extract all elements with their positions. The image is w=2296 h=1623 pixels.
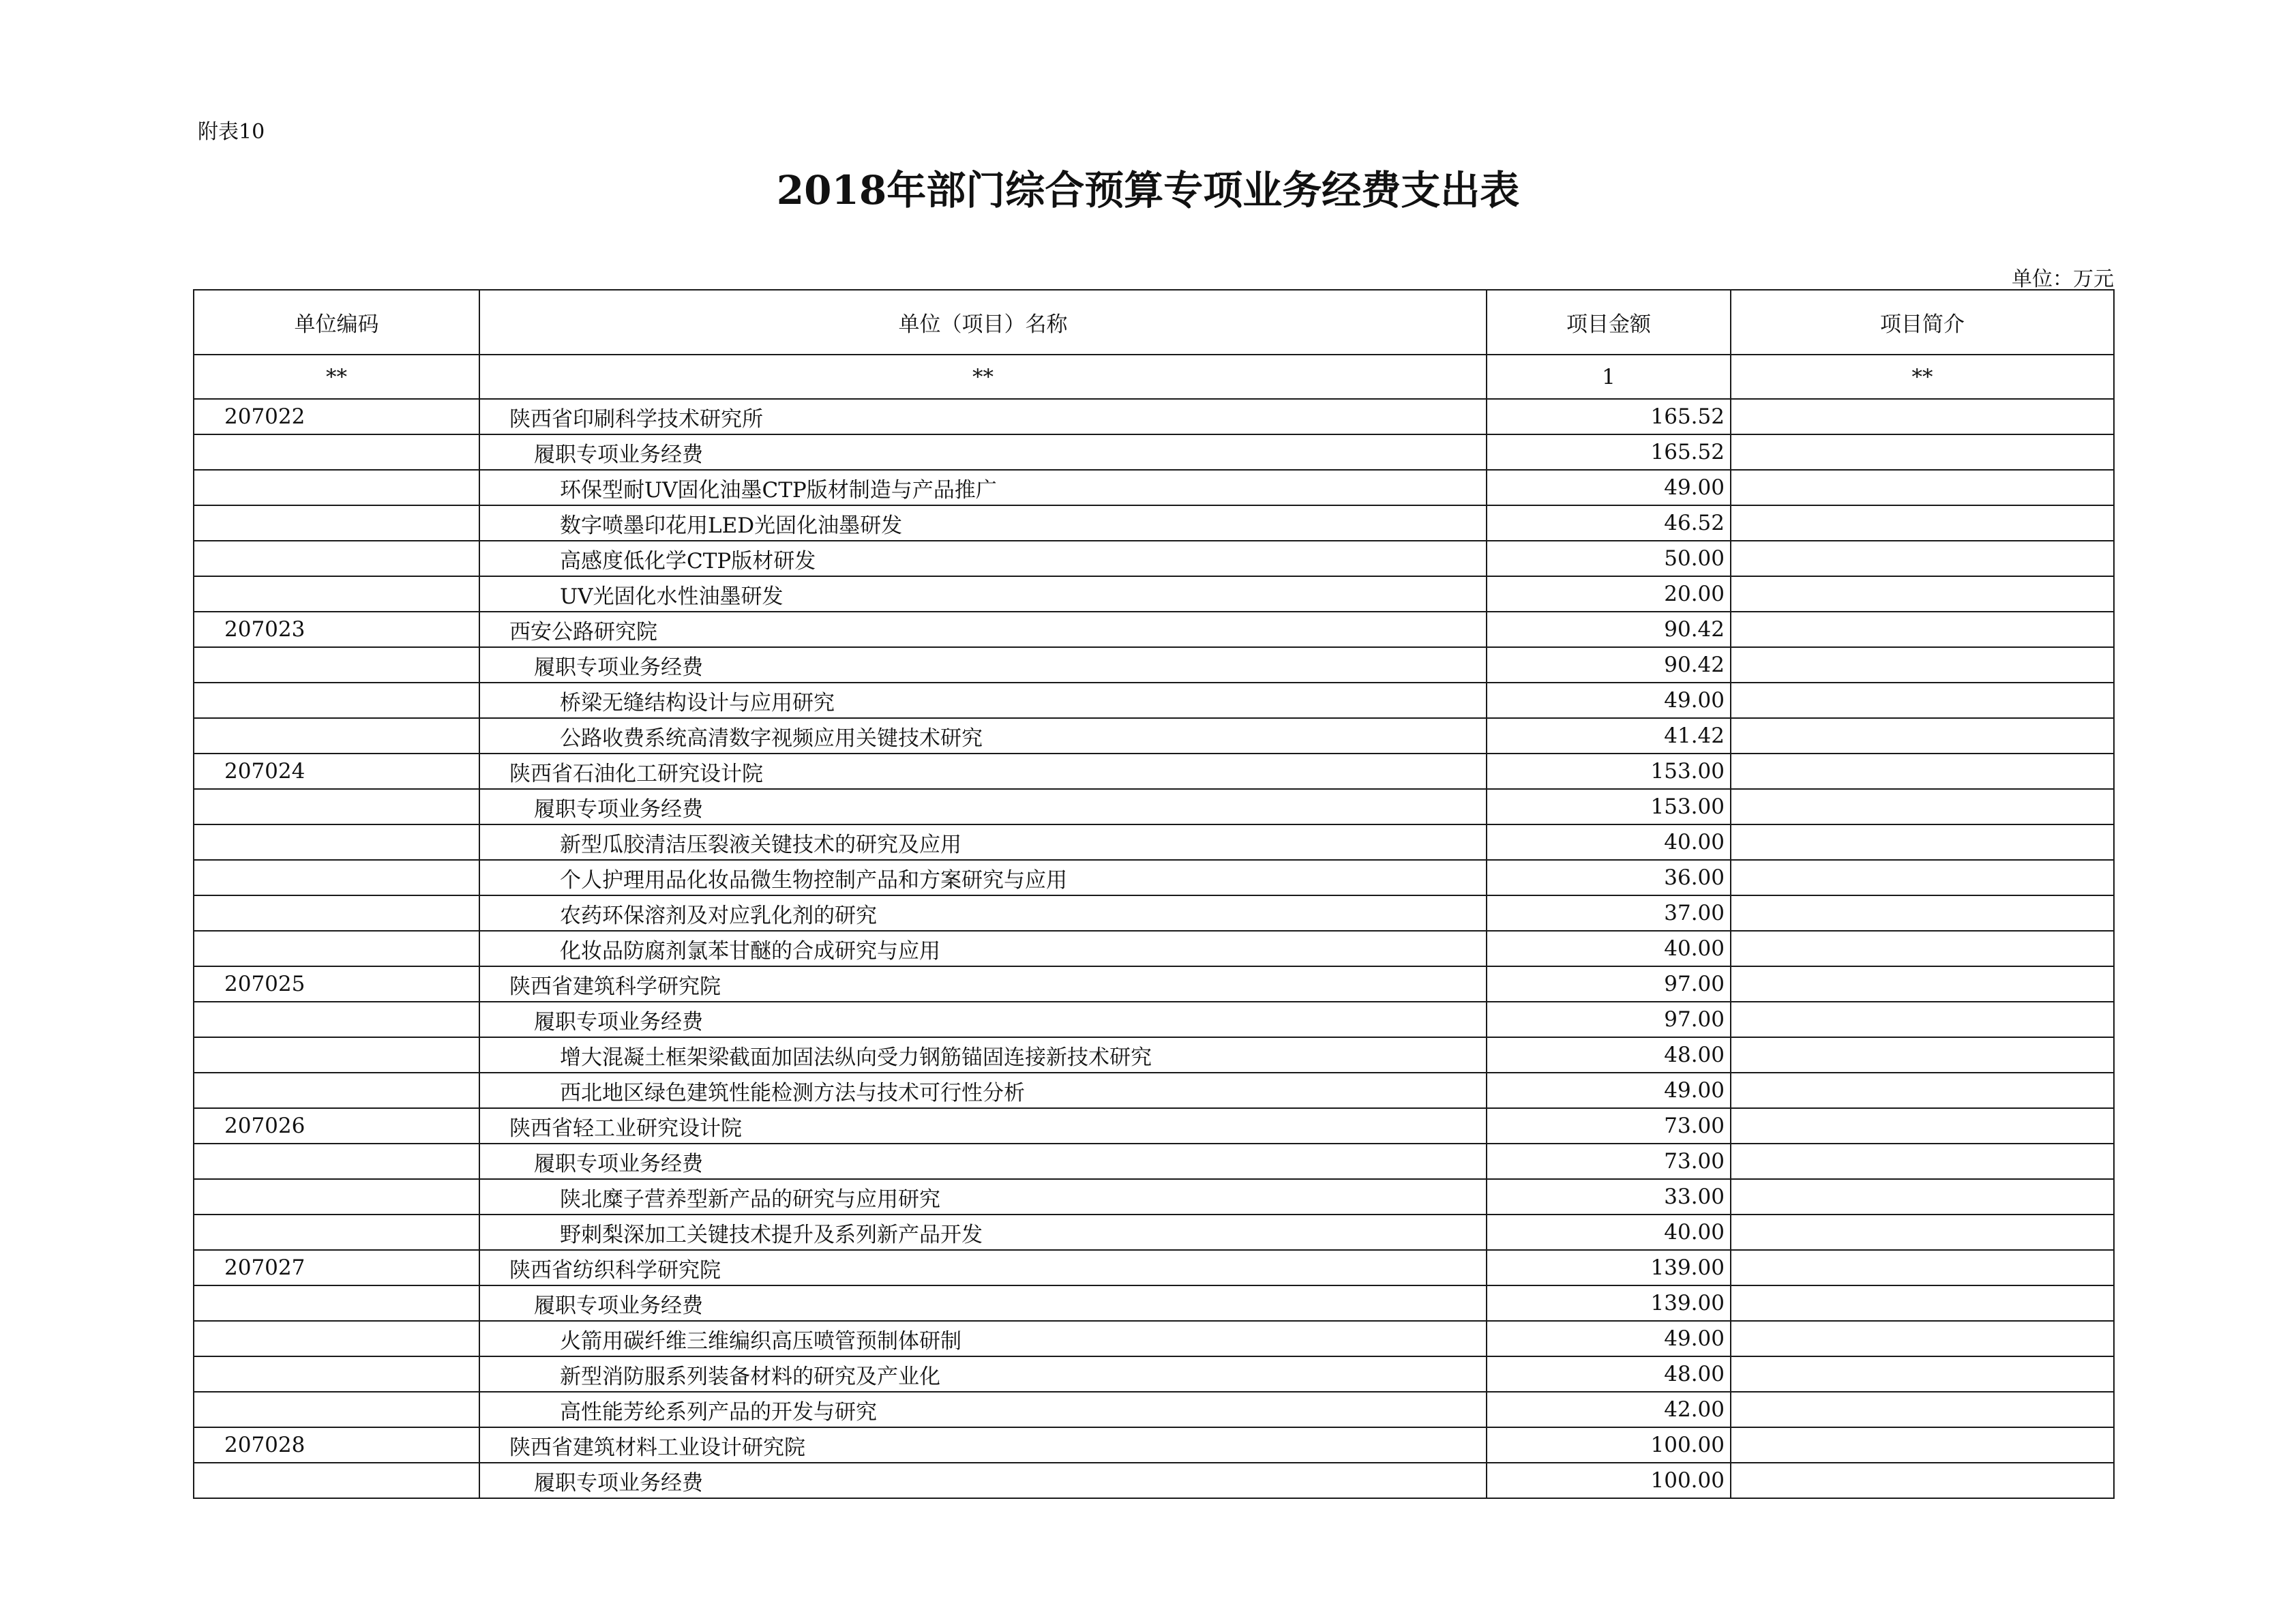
table-row: [194, 824, 2114, 860]
amount-cell: 36.00: [1487, 860, 1731, 895]
column-header-intro: 项目简介: [1731, 290, 2114, 355]
intro-cell: [1731, 683, 2114, 718]
item-name-cell: 火箭用碳纤维三维编织高压喷管预制体研制: [479, 1321, 1487, 1356]
intro-cell: [1731, 1427, 2114, 1463]
unit-code-cell: [194, 1392, 479, 1427]
item-name-cell: 高性能芳纶系列产品的开发与研究: [479, 1392, 1487, 1427]
amount-cell: 100.00: [1487, 1463, 1731, 1498]
item-name-cell: 数字喷墨印花用LED光固化油墨研发: [479, 505, 1487, 541]
intro-cell: [1731, 1392, 2114, 1427]
item-name-cell: 履职专项业务经费: [479, 789, 1487, 824]
item-name-cell: 陕西省建筑材料工业设计研究院: [479, 1427, 1487, 1463]
table-row: [194, 1356, 2114, 1392]
budget-table: [193, 289, 2115, 1499]
amount-cell: 49.00: [1487, 470, 1731, 505]
intro-cell: [1731, 1037, 2114, 1073]
table-row: [194, 718, 2114, 754]
table-row: [194, 1215, 2114, 1250]
unit-code-cell: 207023: [194, 612, 479, 647]
unit-code-cell: 207025: [194, 966, 479, 1002]
unit-code-cell: [194, 1002, 479, 1037]
item-name-cell: 陕西省轻工业研究设计院: [479, 1108, 1487, 1144]
amount-cell: 90.42: [1487, 647, 1731, 683]
table-row: [194, 1250, 2114, 1285]
intro-cell: [1731, 1321, 2114, 1356]
table-row: [194, 470, 2114, 505]
table-row: [194, 1321, 2114, 1356]
table-row: [194, 895, 2114, 931]
table-row: [194, 683, 2114, 718]
amount-cell: 90.42: [1487, 612, 1731, 647]
unit-code-cell: [194, 1285, 479, 1321]
item-name-cell: 陕西省印刷科学技术研究所: [479, 399, 1487, 434]
unit-code-cell: [194, 1073, 479, 1108]
item-name-cell: 履职专项业务经费: [479, 1285, 1487, 1321]
amount-cell: 42.00: [1487, 1392, 1731, 1427]
intro-cell: [1731, 576, 2114, 612]
unit-code-cell: [194, 647, 479, 683]
table-row: [194, 434, 2114, 470]
unit-code-cell: [194, 470, 479, 505]
unit-code-cell: [194, 505, 479, 541]
intro-cell: [1731, 399, 2114, 434]
amount-cell: 97.00: [1487, 966, 1731, 1002]
item-name-cell: 履职专项业务经费: [479, 1144, 1487, 1179]
intro-cell: [1731, 789, 2114, 824]
intro-cell: [1731, 470, 2114, 505]
item-name-cell: 增大混凝土框架梁截面加固法纵向受力钢筋锚固连接新技术研究: [479, 1037, 1487, 1073]
amount-cell: 49.00: [1487, 683, 1731, 718]
item-name-cell: 农药环保溶剂及对应乳化剂的研究: [479, 895, 1487, 931]
unit-code-cell: [194, 576, 479, 612]
item-name-cell: 新型瓜胶清洁压裂液关键技术的研究及应用: [479, 824, 1487, 860]
table-row: [194, 754, 2114, 789]
index-cell-name: **: [479, 355, 1487, 399]
amount-cell: 40.00: [1487, 824, 1731, 860]
intro-cell: [1731, 895, 2114, 931]
item-name-cell: 陕西省建筑科学研究院: [479, 966, 1487, 1002]
intro-cell: [1731, 612, 2114, 647]
unit-label: 单位：万元: [2012, 267, 2114, 291]
table-row: [194, 1427, 2114, 1463]
amount-cell: 20.00: [1487, 576, 1731, 612]
unit-code-cell: [194, 1463, 479, 1498]
table-row: [194, 612, 2114, 647]
page-title: 2018年部门综合预算专项业务经费支出表: [776, 167, 1520, 213]
unit-code-cell: [194, 824, 479, 860]
intro-cell: [1731, 718, 2114, 754]
intro-cell: [1731, 1002, 2114, 1037]
item-name-cell: 化妆品防腐剂氯苯甘醚的合成研究与应用: [479, 931, 1487, 966]
unit-code-cell: 207027: [194, 1250, 479, 1285]
appendix-label: 附表10: [198, 120, 265, 144]
amount-cell: 48.00: [1487, 1037, 1731, 1073]
intro-cell: [1731, 1356, 2114, 1392]
item-name-cell: 新型消防服系列装备材料的研究及产业化: [479, 1356, 1487, 1392]
unit-code-cell: [194, 1215, 479, 1250]
header-row: [194, 290, 2114, 355]
amount-cell: 73.00: [1487, 1144, 1731, 1179]
table-row: [194, 1463, 2114, 1498]
amount-cell: 139.00: [1487, 1285, 1731, 1321]
unit-code-cell: 207022: [194, 399, 479, 434]
unit-code-cell: [194, 541, 479, 576]
amount-cell: 37.00: [1487, 895, 1731, 931]
table-row: [194, 1037, 2114, 1073]
intro-cell: [1731, 860, 2114, 895]
table-row: [194, 1002, 2114, 1037]
table-row: [194, 860, 2114, 895]
intro-cell: [1731, 966, 2114, 1002]
item-name-cell: 履职专项业务经费: [479, 1463, 1487, 1498]
column-header-name: 单位（项目）名称: [479, 290, 1487, 355]
table-row: [194, 1392, 2114, 1427]
table-row: [194, 505, 2114, 541]
unit-code-cell: [194, 718, 479, 754]
intro-cell: [1731, 824, 2114, 860]
unit-code-cell: [194, 789, 479, 824]
column-header-code: 单位编码: [194, 290, 479, 355]
table-row: [194, 647, 2114, 683]
unit-code-cell: [194, 860, 479, 895]
unit-code-cell: 207028: [194, 1427, 479, 1463]
amount-cell: 153.00: [1487, 754, 1731, 789]
amount-cell: 49.00: [1487, 1073, 1731, 1108]
amount-cell: 139.00: [1487, 1250, 1731, 1285]
intro-cell: [1731, 1215, 2114, 1250]
intro-cell: [1731, 931, 2114, 966]
index-cell-intro: **: [1731, 355, 2114, 399]
intro-cell: [1731, 1073, 2114, 1108]
table-row: [194, 789, 2114, 824]
unit-code-cell: [194, 683, 479, 718]
index-row: [194, 355, 2114, 399]
table-row: [194, 399, 2114, 434]
table-row: [194, 1179, 2114, 1215]
unit-code-cell: [194, 434, 479, 470]
unit-code-cell: [194, 1356, 479, 1392]
unit-code-cell: 207026: [194, 1108, 479, 1144]
item-name-cell: 西北地区绿色建筑性能检测方法与技术可行性分析: [479, 1073, 1487, 1108]
amount-cell: 165.52: [1487, 434, 1731, 470]
intro-cell: [1731, 1108, 2114, 1144]
table-row: [194, 1144, 2114, 1179]
intro-cell: [1731, 1144, 2114, 1179]
amount-cell: 97.00: [1487, 1002, 1731, 1037]
unit-code-cell: [194, 1179, 479, 1215]
item-name-cell: 陕西省纺织科学研究院: [479, 1250, 1487, 1285]
table-row: [194, 1073, 2114, 1108]
amount-cell: 49.00: [1487, 1321, 1731, 1356]
table-row: [194, 1108, 2114, 1144]
amount-cell: 40.00: [1487, 931, 1731, 966]
intro-cell: [1731, 754, 2114, 789]
table-row: [194, 576, 2114, 612]
unit-code-cell: 207024: [194, 754, 479, 789]
intro-cell: [1731, 647, 2114, 683]
item-name-cell: 陕西省石油化工研究设计院: [479, 754, 1487, 789]
item-name-cell: 履职专项业务经费: [479, 647, 1487, 683]
intro-cell: [1731, 1179, 2114, 1215]
table-row: [194, 541, 2114, 576]
index-cell-code: **: [194, 355, 479, 399]
amount-cell: 48.00: [1487, 1356, 1731, 1392]
unit-code-cell: [194, 1321, 479, 1356]
intro-cell: [1731, 434, 2114, 470]
intro-cell: [1731, 541, 2114, 576]
column-header-amount: 项目金额: [1487, 290, 1731, 355]
item-name-cell: UV光固化水性油墨研发: [479, 576, 1487, 612]
unit-code-cell: [194, 931, 479, 966]
amount-cell: 73.00: [1487, 1108, 1731, 1144]
item-name-cell: 陕北糜子营养型新产品的研究与应用研究: [479, 1179, 1487, 1215]
item-name-cell: 公路收费系统高清数字视频应用关键技术研究: [479, 718, 1487, 754]
unit-code-cell: [194, 1037, 479, 1073]
item-name-cell: 桥梁无缝结构设计与应用研究: [479, 683, 1487, 718]
unit-code-cell: [194, 895, 479, 931]
amount-cell: 165.52: [1487, 399, 1731, 434]
item-name-cell: 履职专项业务经费: [479, 1002, 1487, 1037]
item-name-cell: 环保型耐UV固化油墨CTP版材制造与产品推广: [479, 470, 1487, 505]
item-name-cell: 履职专项业务经费: [479, 434, 1487, 470]
intro-cell: [1731, 1463, 2114, 1498]
index-cell-amount: 1: [1487, 355, 1731, 399]
amount-cell: 41.42: [1487, 718, 1731, 754]
item-name-cell: 西安公路研究院: [479, 612, 1487, 647]
item-name-cell: 高感度低化学CTP版材研发: [479, 541, 1487, 576]
amount-cell: 40.00: [1487, 1215, 1731, 1250]
table-row: [194, 966, 2114, 1002]
table-row: [194, 931, 2114, 966]
unit-code-cell: [194, 1144, 479, 1179]
intro-cell: [1731, 505, 2114, 541]
intro-cell: [1731, 1250, 2114, 1285]
table-row: [194, 1285, 2114, 1321]
item-name-cell: 野刺梨深加工关键技术提升及系列新产品开发: [479, 1215, 1487, 1250]
amount-cell: 46.52: [1487, 505, 1731, 541]
amount-cell: 100.00: [1487, 1427, 1731, 1463]
item-name-cell: 个人护理用品化妆品微生物控制产品和方案研究与应用: [479, 860, 1487, 895]
amount-cell: 33.00: [1487, 1179, 1731, 1215]
amount-cell: 153.00: [1487, 789, 1731, 824]
amount-cell: 50.00: [1487, 541, 1731, 576]
intro-cell: [1731, 1285, 2114, 1321]
